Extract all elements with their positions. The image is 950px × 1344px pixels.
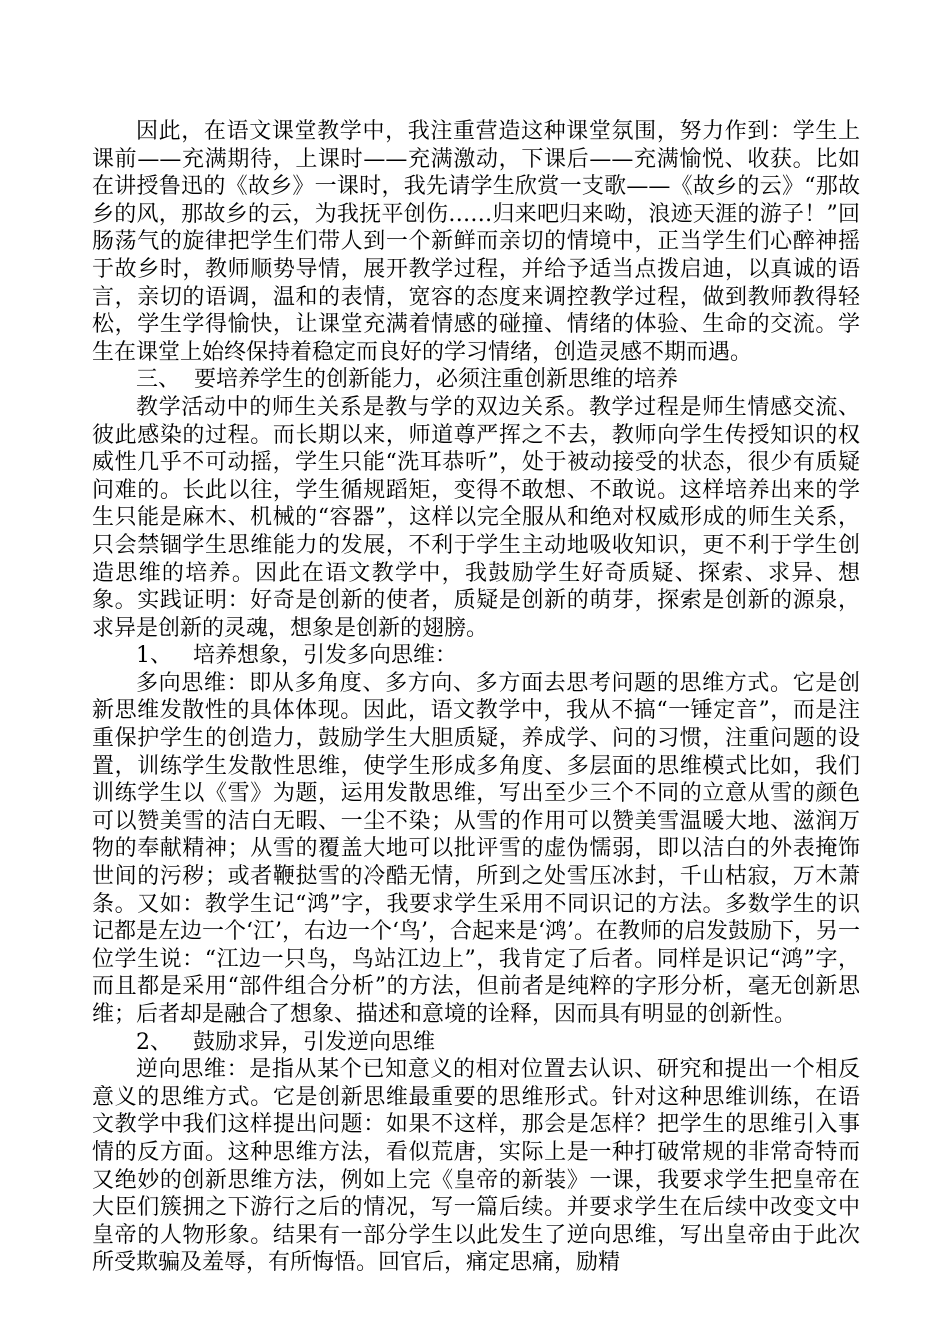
subheading-one: 1、 培养想象，引发多向思维：	[136, 643, 457, 669]
paragraph-reverse-thinking: 逆向思维：是指从某个已知意义的相对位置去认识、研究和提出一个相反意义的思维方式。它是创新思维最重要的思维形式。针对这种思维训练，在语文教学中我们这样提出问题：如果不这样，那会是怎样？把学生的思维引入事情的反方面。这种思维方法，看似荒唐，实际上是一种打破常规的非常奇特而又绝妙的创新思维方法，例如上完《皇帝的新装》一课，我要求学生把皇帝在大臣们簇拥之下游行之后的情况，写一篇后续。并要求学生在后续中改变文中皇帝的人物形象。结果有一部分学生以此发生了逆向思维，写出皇帝由于此次所受欺骗及羞辱，有所悔悟。回官后，痛定思痛，励精	[92, 1057, 860, 1276]
paragraph-teacher-student-relationship: 教学活动中的师生关系是教与学的双边关系。教学过程是师生情感交流、彼此感染的过程。而长期以来，师道尊严挥之不去，教师向学生传授知识的权威性几乎不可动摇，学生只能“洗耳恭听”，处于被动接受的状态，很少有质疑问难的。长此以往，学生循规蹈矩，变得不敢想、不敢说。这样培养出来的学生只能是麻木、机械的“容器”，这样以完全服从和绝对权威形成的师生关系，只会禁锢学生思维能力的发展，不利于学生主动地吸收知识，更不利于学生创造思维的培养。因此在语文教学中，我鼓励学生好奇质疑、探索、求异、想象。实践证明：好奇是创新的使者，质疑是创新的萌芽，探索是创新的源泉，求异是创新的灵魂，想象是创新的翅膀。	[92, 394, 860, 641]
document-page	[92, 118, 860, 1277]
paragraph-classroom-atmosphere: 因此，在语文课堂教学中，我注重营造这种课堂氛围，努力作到：学生上课前——充满期待，上课时——充满激动，下课后——充满愉悦、收获。比如在讲授鲁迅的《故乡》一课时，我先请学生欣赏一支歌——《故乡的云》“那故乡的风，那故乡的云，为我抚平创伤……归来吧归来呦，浪迹天涯的游子！”回肠荡气的旋律把学生们带人到一个新鲜而亲切的情境中，正当学生们心醉神摇于故乡时，教师顺势导情，展开教学过程，并给予适当点拨启迪，以真诚的语言，亲切的语调，温和的表情，宽容的态度来调控教学过程，做到教师教得轻松，学生学得愉快，让课堂充满着情感的碰撞、情绪的体验、生命的交流。学生在课堂上始终保持着稳定而良好的学习情绪，创造灵感不期而遇。	[92, 119, 860, 365]
subheading-two: 2、 鼓励求异，引发逆向思维	[136, 1029, 435, 1055]
section-heading-three: 三、 要培养学生的创新能力，必须注重创新思维的培养	[136, 367, 678, 393]
paragraph-divergent-thinking: 多向思维：即从多角度、多方向、多方面去思考问题的思维方式。它是创新思维发散性的具体体现。因此，语文教学中，我从不搞“一锤定音”，而是注重保护学生的创造力，鼓励学生大胆质疑，养成学、问的习惯，注重问题的设置，训练学生发散性思维，使学生形成多角度、多层面的思维模式比如，我们训练学生以《雪》为题，运用发散思维，写出至少三个不同的立意从雪的颜色可以赞美雪的洁白无暇、一尘不染；从雪的作用可以赞美雪温暖大地、滋润万物的奉献精神；从雪的覆盖大地可以批评雪的虚伪懦弱，即以洁白的外表掩饰世间的污秽；或者鞭挞雪的冷酷无情，所到之处雪压冰封，千山枯寂，万木萧条。又如：教学生记“鸿”字，我要求学生采用不同识记的方法。多数学生的识记都是左边一个‘江’，右边一个‘鸟’，合起来是‘鸿’。在教师的启发鼓励下，另一位学生说：“江边一只鸟，鸟站江边上”，我肯定了后者。同样是识记“鸿”字，而且都是采用“部件组合分析”的方法，但前者是纯粹的字形分析，毫无创新思维；后者却是融合了想象、描述和意境的诠释，因而具有明显的创新性。	[92, 670, 860, 1027]
